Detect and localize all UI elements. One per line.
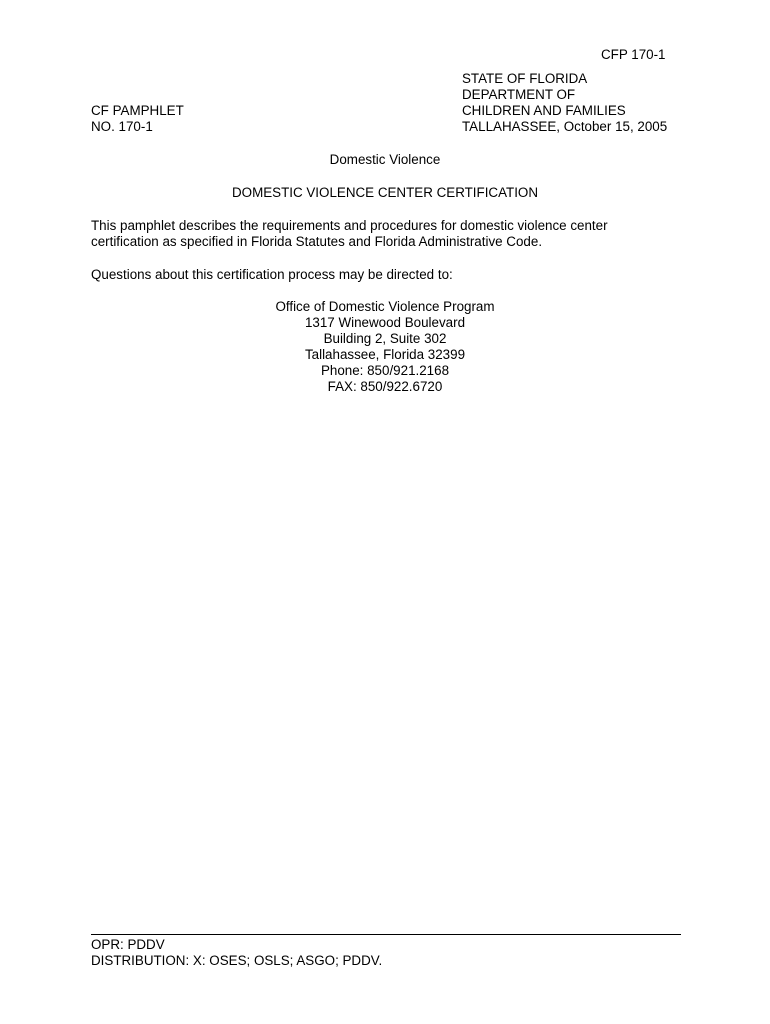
footer-block [91,937,382,969]
address-line: 1317 Winewood Boulevard [304,315,466,330]
intro-paragraph [91,218,651,250]
pamphlet-id-block [91,103,184,135]
distribution-line: DISTRIBUTION: X: OSES; OSLS; ASGO; PDDV. [91,953,383,968]
intro-line: This pamphlet describes the requirements and procedures for domestic violence center [91,218,608,233]
opr-line: OPR: PDDV [91,937,165,952]
pamphlet-line: CF PAMPHLET [91,103,184,118]
intro-line: certification as specified in Florida Statutes and Florida Administrative Code. [91,234,543,249]
address-line: Building 2, Suite 302 [323,331,447,346]
agency-line: TALLAHASSEE, October 15, 2005 [462,119,668,134]
address-line: FAX: 850/922.6720 [327,379,443,394]
agency-block [462,71,667,135]
address-line: Phone: 850/921.2168 [320,363,450,378]
address-line: Office of Domestic Violence Program [275,299,495,314]
agency-line: CHILDREN AND FAMILIES [462,103,626,118]
subject-heading: Domestic Violence [329,152,441,167]
questions-paragraph: Questions about this certification process may be directed to: [91,267,453,282]
agency-line: STATE OF FLORIDA [462,71,588,86]
agency-line: DEPARTMENT OF [462,87,576,102]
contact-address [0,299,770,395]
footer-divider [91,934,681,935]
document-title: DOMESTIC VIOLENCE CENTER CERTIFICATION [231,185,539,200]
document-code: CFP 170-1 [601,47,666,62]
address-line: Tallahassee, Florida 32399 [304,347,466,362]
pamphlet-line: NO. 170-1 [91,119,153,134]
